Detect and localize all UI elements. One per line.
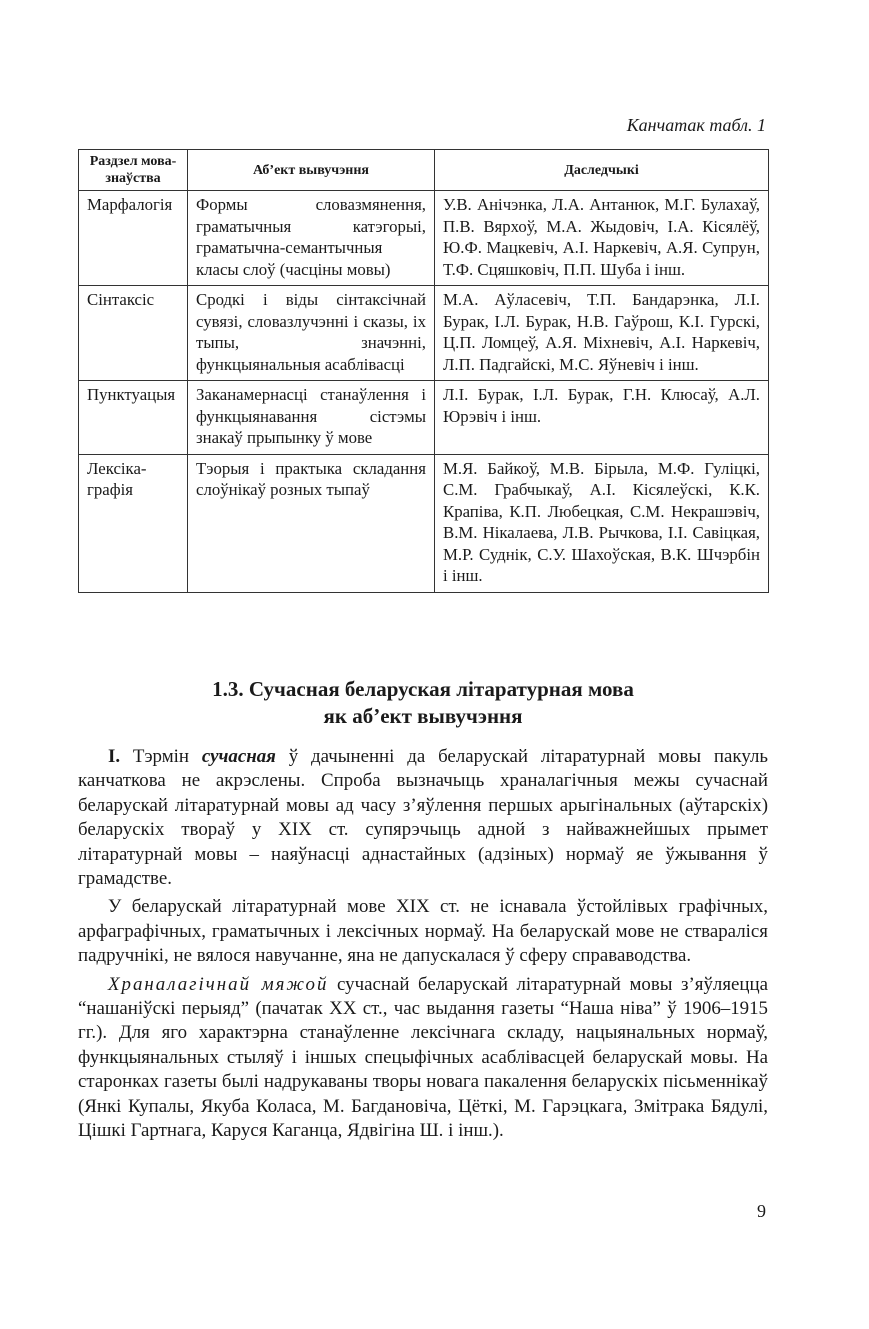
header-object: Аб’ект вывучэння: [188, 150, 435, 191]
table-row: [79, 191, 769, 286]
cell-object: Сродкі і віды сінтаксічнай сувязі, словазлучэнні і сказы, іх тыпы, значэнні, функцыянальныя асаблівасці: [188, 286, 435, 381]
paragraph-1-text: ў дачыненні да беларускай літаратурнай мовы пакуль канчаткова не акрэслены. Спроба вызначыць храналагічныя межы сучаснай беларускай літаратурнай мовы ад часу з’яўлення першых арыгінальных (аўтарскіх) беларускіх твораў у XIX ст. супярэчыць адной з найважнейшых прымет літаратурнай мовы – наяўнасці аднастайных (адзіных) нормаў яе ўжывання ў грамадстве.: [78, 746, 768, 890]
cell-object: Формы словазмянення, граматычныя катэгорыі, граматычна-семантычныя класы слоў (часціны мовы): [188, 191, 435, 286]
paragraph-3: [78, 973, 768, 1144]
section-heading: [78, 676, 768, 730]
section-heading-line-2: як аб’ект вывучэння: [323, 704, 523, 728]
cell-section: Сінтаксіс: [79, 286, 188, 381]
cell-section: Пунктуацыя: [79, 381, 188, 455]
table-row: [79, 286, 769, 381]
paragraph-2: У беларускай літаратурнай мове XIX ст. не існавала ўстойлівых графічных, арфаграфічных, граматычных і лексічных нормаў. На беларускай мове не ствараліся падручнікі, не вялося навучанне, яна не дапускалася ў сферу справаводства.: [78, 896, 768, 967]
header-section: Раздзел мовазнаўства: [79, 150, 188, 191]
researchers-table: [78, 149, 769, 593]
table-continuation-caption: Канчатак табл. 1: [626, 115, 766, 135]
cell-section: Марфалогія: [79, 191, 188, 286]
paragraph-1-lead: І.: [108, 746, 121, 767]
paragraph-1: [78, 745, 768, 891]
term-suchasnaya: сучасная: [201, 746, 276, 767]
header-researchers: Даследчыкі: [435, 150, 769, 191]
cell-researchers: Л.І. Бурак, І.Л. Бурак, Г.Н. Клюсаў, А.Л. Юрэвіч і інш.: [435, 381, 769, 455]
paragraph-1-pre: Тэрмін: [120, 746, 202, 767]
table-header-row: [79, 150, 769, 191]
cell-section: Лексікаграфія: [79, 454, 188, 592]
cell-object: Тэорыя і практыка складання слоўнікаў розных тыпаў: [188, 454, 435, 592]
cell-researchers: М.А. Аўласевіч, Т.П. Бандарэнка, Л.І. Бурак, І.Л. Бурак, Н.В. Гаўрош, К.І. Гурскі, Ц.П. Ломцеў, А.Я. Міхневіч, А.І. Наркевіч, Л.П. Падгайскі, М.С. Яўневіч і інш.: [435, 286, 769, 381]
cell-researchers: У.В. Анічэнка, Л.А. Антанюк, М.Г. Булахаў, П.В. Вярхоў, М.А. Жыдовіч, І.А. Кісялёў, Ю.Ф. Мацкевіч, А.І. Наркевіч, А.Я. Супрун, Т.Ф. Сцяшковіч, П.П. Шуба і інш.: [435, 191, 769, 286]
section-heading-line-1: 1.3. Сучасная беларуская літаратурная мова: [212, 677, 634, 701]
body-text: [78, 745, 768, 1148]
cell-object: Заканамернасці станаўлення і функцыянавання сістэмы знакаў прыпынку ў мове: [188, 381, 435, 455]
term-chronological-boundary: Храналагічнай мяжой: [108, 973, 329, 995]
page-number: 9: [757, 1201, 766, 1221]
cell-researchers: М.Я. Байкоў, М.В. Бірыла, М.Ф. Гуліцкі, С.М. Грабчыкаў, А.І. Кісялеўскі, К.К. Крапіва, К.П. Любецкая, С.М. Некрашэвіч, В.М. Нікалаева, Л.В. Рычкова, І.І. Савіцкая, М.Р. Суднік, С.У. Шахоўская, В.К. Шчэрбін і інш.: [435, 454, 769, 592]
paragraph-3-text: сучаснай беларускай літаратурнай мовы з’яўляецца “нашаніўскі перыяд” (пачатак XX ст., час выдання газеты “Наша ніва” ў 1906–1915 гг.). Для яго характэрна станаўленне лексічнага складу, нацыянальных нормаў, функцыянальных стыляў і іншых спецыфічных асаблівасцей беларускай мовы. На старонках газеты былі надрукаваны творы новага пакалення беларускіх пісьменнікаў (Янкі Купалы, Якуба Коласа, М. Багдановіча, Цёткі, М. Гарэцкага, Змітрака Бядулі, Цішкі Гартнага, Каруся Каганца, Ядвігіна Ш. і інш.).: [78, 973, 768, 1142]
table-row: [79, 454, 769, 592]
table-row: [79, 381, 769, 455]
